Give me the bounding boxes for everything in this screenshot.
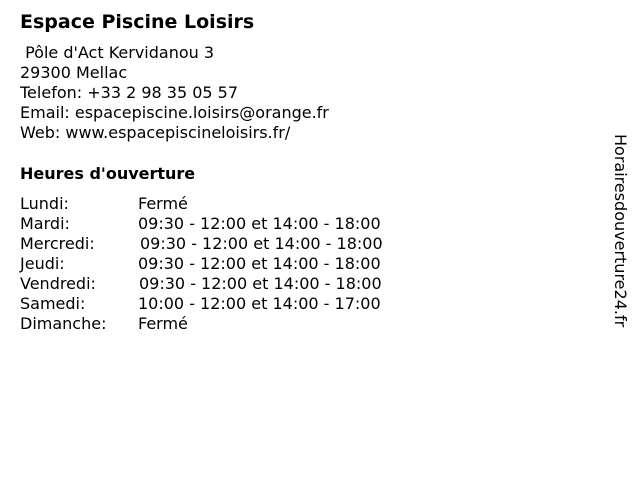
day-label: Mercredi: [20,234,95,253]
web-line: Web: www.espacepiscineloisirs.fr/ [20,123,291,142]
address-street: Pôle d'Act Kervidanou 3 [20,43,215,62]
day-hours: 09:30 - 12:00 et 14:00 - 18:00 [139,274,382,293]
address-city: 29300 Mellac [20,63,128,82]
day-label: Jeudi: [20,254,65,273]
business-name: Espace Piscine Loisirs [20,11,255,33]
address-block [20,43,329,143]
day-hours: 10:00 - 12:00 et 14:00 - 17:00 [138,294,381,313]
day-hours: 09:30 - 12:00 et 14:00 - 18:00 [138,254,381,273]
day-hours: Fermé [138,194,188,213]
site-watermark: Horairesdouverture24.fr [611,134,630,328]
day-label: Vendredi: [20,274,96,293]
day-hours: 09:30 - 12:00 et 14:00 - 18:00 [138,214,381,233]
day-label: Mardi: [20,214,70,233]
opening-hours-title: Heures d'ouverture [20,164,196,183]
day-label: Lundi: [20,194,69,213]
email-line: Email: espacepiscine.loisirs@orange.fr [20,103,329,122]
phone-line: Telefon: +33 2 98 35 05 57 [20,83,239,102]
day-hours: Fermé [138,314,188,333]
day-label: Dimanche: [20,314,107,333]
day-hours: 09:30 - 12:00 et 14:00 - 18:00 [140,234,383,253]
day-label: Samedi: [20,294,86,313]
